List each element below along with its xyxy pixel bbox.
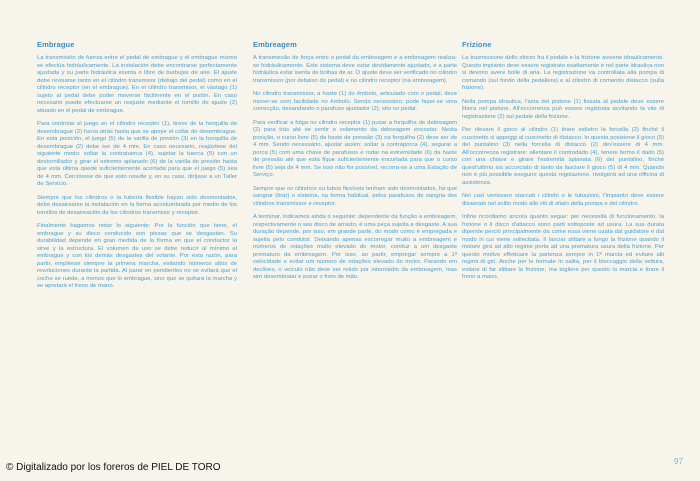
column-portuguese — [253, 40, 457, 288]
paragraph: Per rilevare il gioco al cilindro (1) tirare indietro la forcella (2) finché il cuscinetto si appoggi al cuscinetto di distacco. In questa posizione il gioco (5) del puntalino (3) nella forcella di distacco (2) dev'essere di 4 mm. All'occorrenza registrare: allentare il controdado (4), tenere fermo il dado (5) con una chiave e girare l'estremità spianata (6) del puntalino, finché quest'ultimo sia accorciato di tanto da lasciare il gioco (5) di 4 mm. Quando non è più possibile eseguire questa regolazione, rivolgersi ad una officina di assistenza. — [462, 127, 664, 186]
paragraph: La trasmissione dello sforzo fra il pedale e la frizione avviene idraulicamente. Questo impianto deve essere registrato esattamente e nel parte idraulica non si devono avere bolle di aria. La registrazione va controllata alla pompa di comando (sul fondo della pedaliera) e al cilindro di comando distacco (sulla frizione). — [462, 55, 664, 91]
paragraph: Finalmente hagamos notar lo siguiente: Por la función que tiene, el embrague y su disco conducido son piezas que se desgastan. Su durabilidad depende en gran medida de la forma en que el conductor la sirve y la estructura. El volumen de uso se debe reducir al mínimo el embrague y con los demás desgastes del volante. Por esta razón, para partir, empléese siempre la primera marcha, evitando números altos de revoluciones durante la partida. Al parar en pendientes no se evitará que el coche se ruede, a menos que lo embrague, sino que se quitará la marcha y se apretará el freno de mano. — [37, 223, 237, 289]
paragraph: No cilindro transmissor, a haste (1) do êmbolo, articulado com o pedal, deve mover-se com facilidade no êmbolo. Sendo necessário, pode fazer-se uma correcção, desandando o parafuso ajustador (2), sito no pedal. — [253, 91, 457, 112]
paragraph: Para controlar el juego en el cilindro receptor (1), tirese de la horquilla de desembrague (2) hacia atrás hasta que se apoye el collar de desembrague. En esta posición, el juego (5) de la varilla de presión (3) en la horquilla de desembrague (2) debe ser de 4 mm. En caso necesario, reajústese del siguiente modo: soltar la contratuerca (4), sujetar la tuerca (5) con un destornillador y girar el extremo aplanado (6) de la varilla de presión hasta que esta última quede suficientemente acortada para que el juego (5) sea de 4 mm. Cerciórese de que esto resulte y, en su caso, diríjase a un Taller de Servicio. — [37, 121, 237, 187]
paragraph: Infine ricordiamo ancora quanto segue: per necessità di funzionamento, la frizione o il disco d'attacco sono parti sottoposte ad usura. La sua durata dipende perciò principalmente da come essa viene usata dal guidatore e dal modo in cui viene sollecitata. Il lasciar slittare a lungo la frizione quando il motore gira ad alto regime porta ad una prematura usura della frizione. Per questo motivo effettuare la partenza sempre in 1ª marcia ed evitare alti regimi di giri. Anche per le fermate in salita, per il bloccaggio della vettura, evitare di far slittare la frizione, ma togliere per questo la marcia e tirare il freno a mano. — [462, 214, 664, 280]
digitization-credit: © Digitalizado por los foreros de PIEL DE TORO — [6, 462, 221, 473]
column-italian — [462, 40, 664, 288]
paragraph: La transmisión de fuerza entre el pedal de embrague y el embrague mismo se efectúa hidráulicamente. La instalación debe encontrarse perfectamente ajustada y su parte hidráulica exenta o libre de burbujas de aire. El ajuste debe revisarse tanto en el cilindro transmisor (debajo del pedal) como en el cilindro receptor (en el embrague). En el cilindro transmisor, el vástago (1) sujeto al pedal debe poder moverse fácilmente en el pistón. En caso necesario puede efectuarse un reajuste mediante el tornillo de ajuste (2) situado en el pedal de embrague. — [37, 55, 237, 114]
section-title-frizione: Frizione — [462, 40, 492, 49]
paragraph: Nei casi venissero staccati i cilindri o le tubazioni, l'impianto deve essere disaerato nel solito modo alle viti di sfiato della pompa e del cilindro. — [462, 193, 664, 207]
paragraph: A transmissão de força entre o pedal da embreagem e a embreagem realiza-se hidràulicamente. Este sistema deve estar devidamente ajustado, e a parte hidráulica estar isenta de bolhas de ar. O ajuste deve ser verificado no cilindro transmissor (por debaixo do pedal) e no cilindro receptor (na embreagem). — [253, 55, 457, 84]
paragraph: Siempre que los cilindros o la tubería flexible hayan sido desmontados, debe desairearse la instalación en la forma acostumbrada por medio de los tornillos de desaireación de los cilindros transmisor y receptor. — [37, 194, 237, 216]
section-title-embreagem: Embreagem — [253, 40, 297, 49]
section-title-embrague: Embrague — [37, 40, 75, 49]
paragraph: Para verificar a folga no cilindro receptor (1) puxar a forquilha de debreagem (2) para trás até se sentir o volamento da debreagem encostar. Nesta posição, o curso livre (5) da haste de pressão (3) na forquilha (2) deve ser de 4 mm. Sendo necessário, ajustar assim: soltar a contraporca (4), segurar a porca (5) com uma chave de parafusos e rodar na extremidade (6) da haste de pressão até que esta fique suficientemente encurtada para que o curso livre (5) seja de 4 mm. Se isso não for possível, recorra-se a uma Estação de Serviço. — [253, 119, 457, 178]
paragraph: Nella pompa idraulica, l'asta del pistone (1) fissata al pedale deve essere libera nel pistone. All'occorrenza può essere registrata avvitando la vite di registrazione (2) sul pedale della frizione. — [462, 98, 664, 120]
page-number: 97 — [674, 457, 683, 466]
column-spanish — [37, 40, 237, 297]
paragraph: Sempre que os cilindros ou tubos flexíveis tenham sido desmontados, há que sangrar (tirar) o sistema, na forma habitual, pelos parafusos de sangria dos cilindros transmissor e receptor. — [253, 185, 457, 207]
paragraph: A terminar, indicamos ainda o seguinte: dependente da função a embreagem, respectivamente o seu disco de arrasto, é uma peça sujeita a desgaste. A sua duração depende, por isso, em grande parte, do modo como é empregada e sujeita pelo condutor. Deixando apenas escorregar muito a embreagem e números de rotações muito elevado do motor, conduz a um desgaste prematuro da embreagem. Por isso, ao partir, empregar sempre a 1ª velocidade e evitar um número de rotações elevado do motor. Parando em declives, o veículo não deve ser retido por intermédio da embreagem, mas sim desembraiar e puxar o freio de mão. — [253, 214, 457, 280]
